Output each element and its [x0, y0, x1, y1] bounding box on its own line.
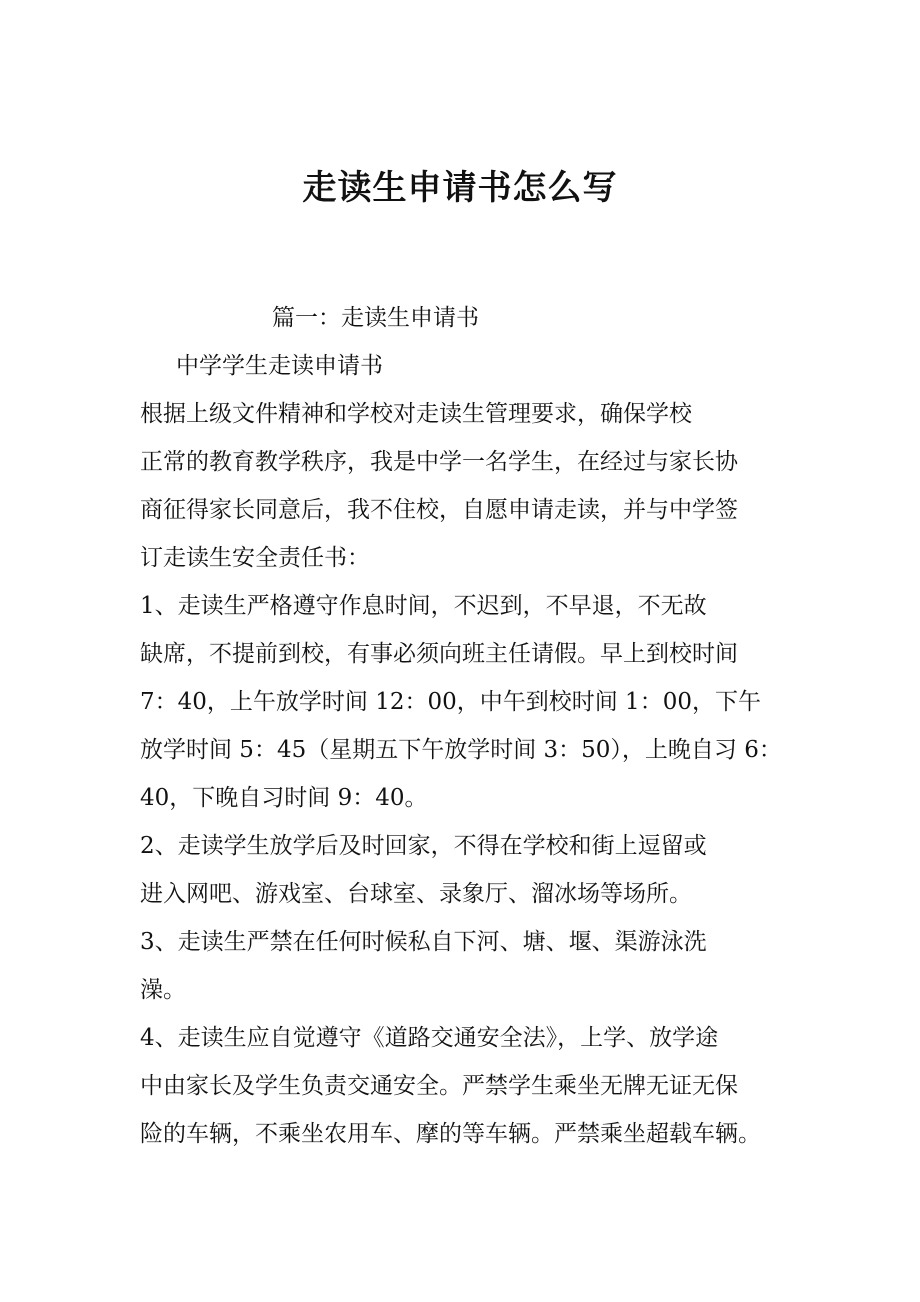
- body-line: 40，下晚自习时间 9：40。: [140, 785, 428, 811]
- document-title: 走读生申请书怎么写: [302, 168, 618, 208]
- sub-heading: 中学学生走读申请书: [176, 353, 383, 379]
- body-line: 险的车辆，不乘坐农用车、摩的等车辆。严禁乘坐超载车辆。: [140, 1121, 761, 1147]
- body-line: 商征得家长同意后，我不住校，自愿申请走读，并与中学签: [140, 497, 738, 523]
- body-line: 中由家长及学生负责交通安全。严禁学生乘坐无牌无证无保: [140, 1073, 738, 1099]
- body-line: 4、走读生应自觉遵守《道路交通安全法》，上学、放学途: [140, 1025, 719, 1051]
- body-line: 放学时间 5：45（星期五下午放学时间 3：50），上晚自习 6：: [140, 737, 782, 763]
- body-line: 澡。: [140, 977, 186, 1003]
- section-heading: 篇一：走读生申请书: [272, 305, 479, 331]
- body-line: 正常的教育教学秩序，我是中学一名学生，在经过与家长协: [140, 449, 738, 475]
- body-line: 根据上级文件精神和学校对走读生管理要求，确保学校: [140, 401, 692, 427]
- body-line: 3、走读生严禁在任何时候私自下河、塘、堰、渠游泳洗: [140, 929, 707, 955]
- body-line: 订走读生安全责任书：: [140, 545, 370, 571]
- body-line: 7：40，上午放学时间 12：00，中午到校时间 1：00，下午: [140, 689, 761, 715]
- body-line: 2、走读学生放学后及时回家，不得在学校和街上逗留或: [140, 833, 707, 859]
- body-line: 1、走读生严格遵守作息时间，不迟到，不早退，不无故: [140, 593, 707, 619]
- body-line: 进入网吧、游戏室、台球室、录象厅、溜冰场等场所。: [140, 881, 692, 907]
- body-line: 缺席，不提前到校，有事必须向班主任请假。早上到校时间: [140, 641, 738, 667]
